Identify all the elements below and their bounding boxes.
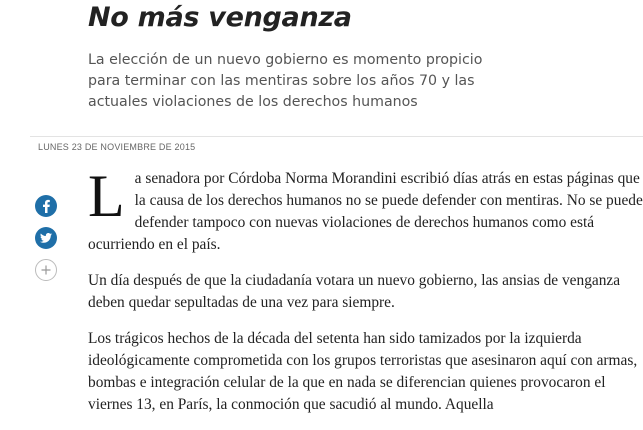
- article-subtitle: La elección de un nuevo gobierno es momento propicio para terminar con las mentiras sobre los años 70 y las actuales violaciones de los derechos humanos: [88, 52, 483, 110]
- facebook-share-button[interactable]: [35, 195, 57, 217]
- article-paragraph: Un día después de que la ciudadanía votara un nuevo gobierno, las ansias de venganza deben quedar sepultadas de una vez para siempre.: [88, 272, 621, 311]
- date-divider: [30, 136, 643, 137]
- article-date: LUNES 23 DE NOVIEMBRE DE 2015: [38, 142, 196, 152]
- facebook-icon: [41, 199, 51, 213]
- share-bar: [35, 195, 57, 291]
- plus-icon: [41, 265, 51, 275]
- more-share-button[interactable]: [35, 259, 57, 281]
- twitter-icon: [40, 233, 52, 243]
- article-paragraph: [88, 163, 643, 256]
- article-title: No más venganza: [88, 2, 352, 33]
- article-body: [88, 163, 643, 430]
- paragraph-text: a senadora por Córdoba Norma Morandini escribió días atrás en estas páginas que la causa de los derechos humanos no se puede defender con mentiras. No se puede defender tampoco con nuevas violaciones de derechos humanos como está ocurriendo en el país.: [88, 170, 643, 253]
- twitter-share-button[interactable]: [35, 227, 57, 249]
- article-paragraph: Los trágicos hechos de la década del setenta han sido tamizados por la izquierda ideológicamente comprometida con los grupos terroristas que asesinaron aquí con armas, bombas e integración celular de la que en nada se diferencian quienes provocaron el viernes 13, en París, la conmoción que sacudió al mundo. Aquella: [88, 330, 638, 413]
- drop-cap: L: [88, 163, 125, 229]
